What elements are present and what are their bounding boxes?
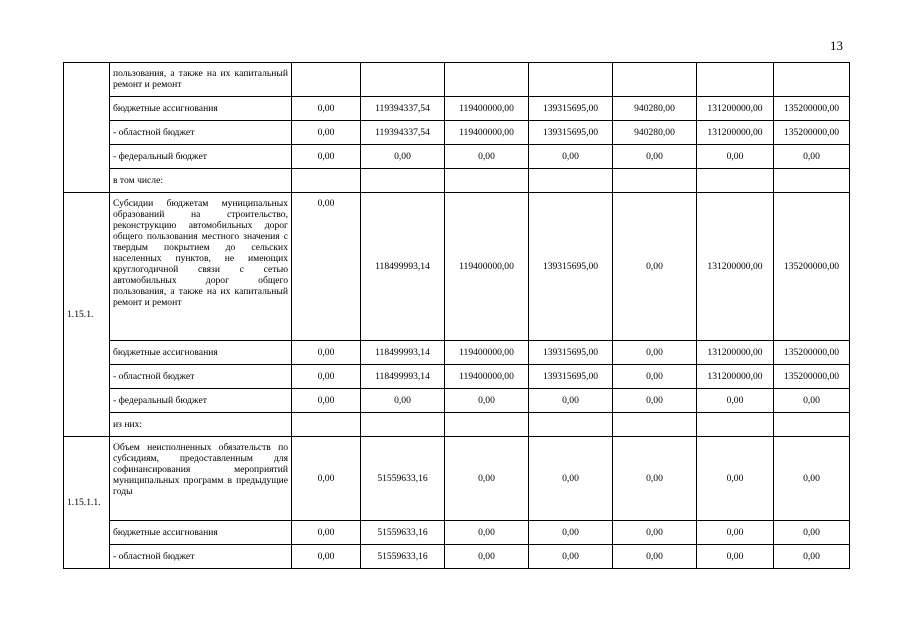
value-cell: 0,00 xyxy=(613,521,697,545)
row-name: бюджетные ассигнования xyxy=(110,97,292,121)
value-cell: 135200000,00 xyxy=(774,365,850,389)
row-name: Объем неисполненных обязательств по субсидиям, предоставленным для софинансирования мероприятий муниципальных программ в предыдущие годы xyxy=(110,437,292,521)
value-cell xyxy=(361,413,445,437)
value-cell xyxy=(774,413,850,437)
value-cell: 119400000,00 xyxy=(445,193,529,341)
value-cell: 0,00 xyxy=(292,97,361,121)
value-cell: 139315695,00 xyxy=(529,121,613,145)
value-cell: 0,00 xyxy=(613,545,697,569)
value-cell xyxy=(445,169,529,193)
value-cell: 139315695,00 xyxy=(529,341,613,365)
value-cell: 0,00 xyxy=(292,545,361,569)
value-cell: 0,00 xyxy=(445,437,529,521)
value-cell: 0,00 xyxy=(445,545,529,569)
value-cell: 51559633,16 xyxy=(361,545,445,569)
value-cell: 0,00 xyxy=(697,145,774,169)
value-cell: 119394337,54 xyxy=(361,97,445,121)
row-name: в том числе: xyxy=(110,169,292,193)
row-name: - областной бюджет xyxy=(110,121,292,145)
value-cell: 0,00 xyxy=(613,389,697,413)
value-cell: 135200000,00 xyxy=(774,121,850,145)
value-cell: 0,00 xyxy=(613,437,697,521)
value-cell: 0,00 xyxy=(292,389,361,413)
value-cell: 139315695,00 xyxy=(529,193,613,341)
value-cell: 0,00 xyxy=(613,193,697,341)
value-cell: 135200000,00 xyxy=(774,97,850,121)
value-cell: 0,00 xyxy=(529,389,613,413)
value-cell xyxy=(613,413,697,437)
table-row xyxy=(64,389,850,413)
value-cell: 135200000,00 xyxy=(774,193,850,341)
value-cell: 0,00 xyxy=(613,341,697,365)
table-row xyxy=(64,193,850,341)
table-row xyxy=(64,169,850,193)
row-name: Субсидии бюджетам муниципальных образований на строительство, реконструкцию автомобильных дорог общего пользования местного значения с твердым покрытием до сельских населенных пунктов, не имеющих круглогодичной связи с сетью автомобильных дорог общего пользования, а также на их капитальный ремонт и ремонт xyxy=(110,193,292,341)
row-name: - областной бюджет xyxy=(110,365,292,389)
value-cell: 0,00 xyxy=(292,365,361,389)
value-cell: 0,00 xyxy=(774,145,850,169)
row-name: - областной бюджет xyxy=(110,545,292,569)
value-cell: 119394337,54 xyxy=(361,121,445,145)
value-cell: 0,00 xyxy=(529,145,613,169)
value-cell: 51559633,16 xyxy=(361,521,445,545)
row-name: бюджетные ассигнования xyxy=(110,521,292,545)
value-cell xyxy=(445,63,529,97)
value-cell xyxy=(292,169,361,193)
value-cell: 119400000,00 xyxy=(445,121,529,145)
value-cell: 0,00 xyxy=(445,521,529,545)
value-cell: 131200000,00 xyxy=(697,193,774,341)
value-cell: 0,00 xyxy=(361,145,445,169)
value-cell: 0,00 xyxy=(292,121,361,145)
value-cell: 131200000,00 xyxy=(697,97,774,121)
value-cell xyxy=(529,63,613,97)
value-cell: 118499993,14 xyxy=(361,341,445,365)
row-name: бюджетные ассигнования xyxy=(110,341,292,365)
table-row xyxy=(64,437,850,521)
value-cell: 0,00 xyxy=(774,521,850,545)
table-row xyxy=(64,97,850,121)
value-cell: 0,00 xyxy=(774,437,850,521)
value-cell: 135200000,00 xyxy=(774,341,850,365)
value-cell: 119400000,00 xyxy=(445,341,529,365)
table-row xyxy=(64,521,850,545)
value-cell: 940280,00 xyxy=(613,121,697,145)
value-cell: 0,00 xyxy=(529,437,613,521)
value-cell: 0,00 xyxy=(774,545,850,569)
value-cell: 0,00 xyxy=(774,389,850,413)
value-cell xyxy=(361,169,445,193)
value-cell: 118499993,14 xyxy=(361,193,445,341)
row-code xyxy=(64,63,110,193)
table-row xyxy=(64,63,850,97)
table-row xyxy=(64,413,850,437)
row-name: - федеральный бюджет xyxy=(110,389,292,413)
row-name: - федеральный бюджет xyxy=(110,145,292,169)
value-cell: 119400000,00 xyxy=(445,365,529,389)
value-cell: 139315695,00 xyxy=(529,97,613,121)
value-cell xyxy=(613,63,697,97)
table-row xyxy=(64,121,850,145)
table-row xyxy=(64,545,850,569)
value-cell xyxy=(529,413,613,437)
value-cell: 0,00 xyxy=(445,389,529,413)
value-cell: 0,00 xyxy=(292,341,361,365)
value-cell: 0,00 xyxy=(292,521,361,545)
value-cell xyxy=(529,169,613,193)
value-cell xyxy=(445,413,529,437)
row-name: пользования, а также на их капитальный ремонт и ремонт xyxy=(110,63,292,97)
value-cell: 0,00 xyxy=(529,521,613,545)
budget-table xyxy=(63,62,850,569)
value-cell: 131200000,00 xyxy=(697,121,774,145)
table-row xyxy=(64,145,850,169)
value-cell: 0,00 xyxy=(697,389,774,413)
value-cell: 118499993,14 xyxy=(361,365,445,389)
value-cell xyxy=(697,413,774,437)
row-code: 1.15.1. xyxy=(64,193,110,437)
table-row xyxy=(64,341,850,365)
value-cell xyxy=(697,63,774,97)
value-cell xyxy=(774,63,850,97)
value-cell: 131200000,00 xyxy=(697,341,774,365)
value-cell xyxy=(361,63,445,97)
value-cell: 0,00 xyxy=(697,437,774,521)
value-cell xyxy=(292,63,361,97)
value-cell: 0,00 xyxy=(292,145,361,169)
page-number: 13 xyxy=(830,38,843,53)
value-cell: 0,00 xyxy=(613,365,697,389)
value-cell: 0,00 xyxy=(697,545,774,569)
value-cell: 0,00 xyxy=(445,145,529,169)
value-cell: 51559633,16 xyxy=(361,437,445,521)
value-cell: 131200000,00 xyxy=(697,365,774,389)
value-cell: 940280,00 xyxy=(613,97,697,121)
value-cell xyxy=(292,413,361,437)
table-row xyxy=(64,365,850,389)
row-name: из них: xyxy=(110,413,292,437)
value-cell: 139315695,00 xyxy=(529,365,613,389)
row-code: 1.15.1.1. xyxy=(64,437,110,569)
value-cell: 0,00 xyxy=(613,145,697,169)
value-cell: 119400000,00 xyxy=(445,97,529,121)
value-cell: 0,00 xyxy=(697,521,774,545)
value-cell xyxy=(774,169,850,193)
value-cell xyxy=(697,169,774,193)
value-cell: 0,00 xyxy=(292,437,361,521)
value-cell: 0,00 xyxy=(292,193,361,341)
value-cell: 0,00 xyxy=(361,389,445,413)
value-cell xyxy=(613,169,697,193)
value-cell: 0,00 xyxy=(529,545,613,569)
